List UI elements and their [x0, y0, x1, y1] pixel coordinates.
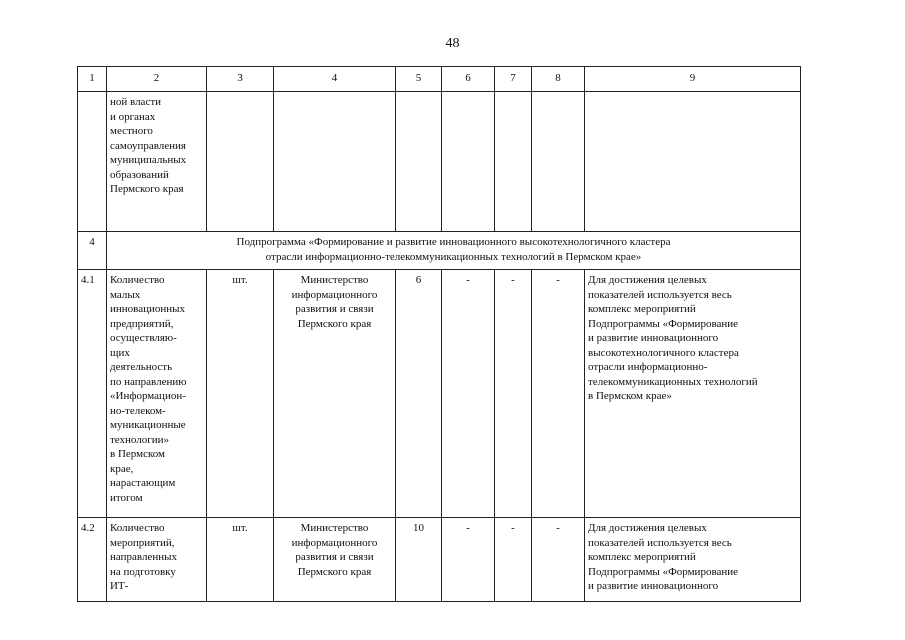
cell-unit: шт.	[207, 518, 274, 602]
cell-unit: шт.	[207, 270, 274, 518]
cell-col6	[442, 92, 495, 232]
cell-col6: -	[442, 270, 495, 518]
column-header-7: 7	[495, 67, 532, 92]
column-header-6: 6	[442, 67, 495, 92]
table-row	[78, 270, 801, 518]
indicators-table	[77, 66, 801, 602]
cell-indicator-name: Количество мероприятий, направленных на подготовку ИТ-	[107, 518, 207, 602]
cell-ministry: Министерство информационного развития и связи Пермского края	[274, 518, 396, 602]
page-number: 48	[445, 36, 460, 51]
column-header-4: 4	[274, 67, 396, 92]
cell-ministry	[274, 92, 396, 232]
column-header-2: 2	[107, 67, 207, 92]
cell-col8: -	[532, 518, 585, 602]
cell-note: Для достижения целевых показателей используется весь комплекс мероприятий Подпрограммы «Формирование и развитие инновационного высокотехнологичного кластера отрасли информационно- телекоммуникационных технологий в Пермском крае»	[585, 270, 801, 518]
cell-col5	[396, 92, 442, 232]
column-header-8: 8	[532, 67, 585, 92]
cell-col6: -	[442, 518, 495, 602]
cell-indicator-name: Количество малых инновационных предприятий, осуществляю- щих деятельность по направлению «Информацион- но-телеком- муникационные технологии» в Пермском крае, нарастающим итогом	[107, 270, 207, 518]
cell-note	[585, 92, 801, 232]
cell-col7: -	[495, 270, 532, 518]
cell-col5: 6	[396, 270, 442, 518]
column-header-1: 1	[78, 67, 107, 92]
column-header-3: 3	[207, 67, 274, 92]
cell-indicator-name: ной власти и органах местного самоуправления муниципальных образований Пермского края	[107, 92, 207, 232]
table-row-subprogram	[78, 232, 801, 270]
table-row-continuation	[78, 92, 801, 232]
column-header-5: 5	[396, 67, 442, 92]
cell-unit	[207, 92, 274, 232]
cell-col8: -	[532, 270, 585, 518]
cell-subprogram-num: 4	[78, 232, 107, 270]
cell-num: 4.2	[78, 518, 107, 602]
cell-num: 4.1	[78, 270, 107, 518]
cell-col7: -	[495, 518, 532, 602]
cell-ministry: Министерство информационного развития и связи Пермского края	[274, 270, 396, 518]
table-header-row	[78, 67, 801, 92]
cell-subprogram-title: Подпрограмма «Формирование и развитие инновационного высокотехнологичного кластера отрасли информационно-телекоммуникационных технологий в Пермском крае»	[107, 232, 801, 270]
cell-col5: 10	[396, 518, 442, 602]
cell-col8	[532, 92, 585, 232]
cell-col7	[495, 92, 532, 232]
column-header-9: 9	[585, 67, 801, 92]
cell-num	[78, 92, 107, 232]
cell-note: Для достижения целевых показателей используется весь комплекс мероприятий Подпрограммы «Формирование и развитие инновационного	[585, 518, 801, 602]
table-row	[78, 518, 801, 602]
